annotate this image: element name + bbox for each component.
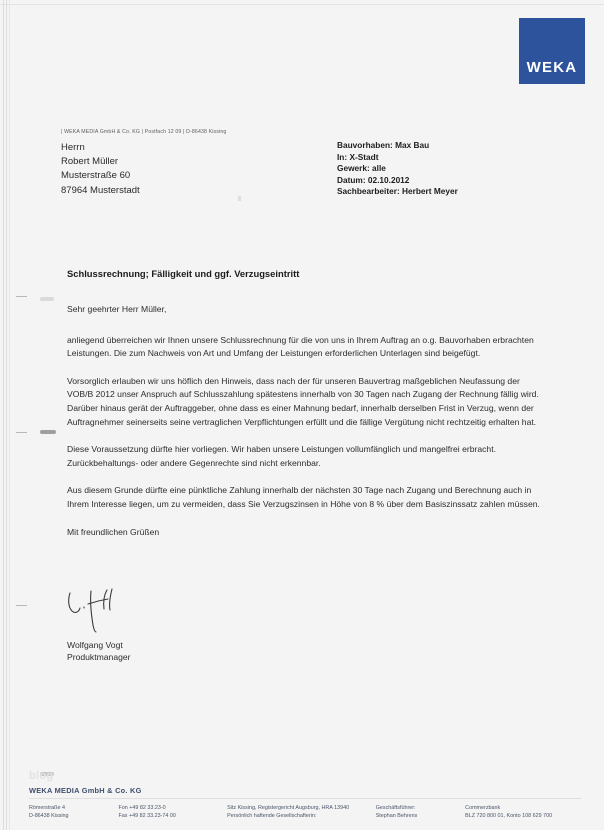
handwritten-signature <box>66 583 186 633</box>
letter-body <box>67 303 547 539</box>
margin-smudge-top <box>40 297 54 301</box>
footer-company-name: WEKA MEDIA GmbH & Co. KG <box>29 786 142 795</box>
scan-artifact-speck <box>238 196 241 201</box>
footer-columns <box>29 804 585 820</box>
body-salutation: Sehr geehrter Herr Müller, <box>67 304 167 314</box>
body-paragraph-2: Vorsorglich erlauben wir uns höflich den Hinweis, dass nach der für unseren Bauvertrag maßgeblichen Neufassung der VOB/B 2012 unser Anspruch auf Schlusszahlung spätestens innerhalb von 30 Tagen nach Zugang der Rechnung fällig wird. Darüber hinaus gerät der Auftraggeber, ohne dass es einer Mahnung bedarf, innerhalb derselben Frist in Verzug, wenn der Auftragnehmer seinerseits seine vertraglichen Verpflichtungen erfüllt und die fällige Vergütung nicht rechtzeitig erhalten hat. <box>67 375 539 427</box>
subject-line: Schlussrechnung; Fälligkeit und ggf. Verzugseintritt <box>67 268 300 279</box>
address-line-name: Robert Müller <box>61 156 119 168</box>
address-line-salutation: Herrn <box>61 142 85 153</box>
address-line-city: 87964 Musterstadt <box>61 184 140 196</box>
recipient-address-block <box>61 141 140 198</box>
blog-watermark: blog <box>29 770 54 782</box>
scan-top-edge <box>0 4 604 5</box>
footer-registry-court: Sitz Kissing, Registergericht Augsburg, HRA 13940 <box>227 805 350 811</box>
footer-management-label: Geschäftsführer: <box>375 805 416 811</box>
scan-left-edge-1 <box>3 0 4 830</box>
signatory-title: Produktmanager <box>67 652 131 663</box>
body-closing: Mit freundlichen Grüßen <box>67 526 160 537</box>
reference-sachbearbeiter: Sachbearbeiter: Herbert Meyer <box>337 186 458 197</box>
footer-divider <box>29 798 581 799</box>
reference-bauvorhaben: Bauvorhaben: Max Bau <box>337 140 430 150</box>
footer-fax: Fax +49 82 33.23-74 00 <box>118 813 176 819</box>
footer-bank-account: BLZ 720 800 01, Konto 108 629 700 <box>465 813 553 819</box>
footer-address-street: Römerstraße 4 <box>29 805 65 811</box>
sender-return-line: | WEKA MEDIA GmbH & Co. KG | Postfach 12 09 | D-86438 Kissing <box>61 129 227 135</box>
reference-ort: In: X-Stadt <box>337 151 379 162</box>
footer-address-city: D-86438 Kissing <box>29 813 69 819</box>
scan-left-edge-2 <box>6 0 7 830</box>
body-paragraph-1: anliegend überreichen wir Ihnen unsere Schlussrechnung für die von uns in Ihrem Auftrag an o.g. Bauvorhaben erbrachten Leistungen. Die zum Nachweis von Art und Umfang der Leistungen erforderlichen Unterlagen sind beigefügt. <box>67 334 534 359</box>
reference-datum: Datum: 02.10.2012 <box>337 174 410 185</box>
footer-bank-name: Commerzbank <box>465 805 501 811</box>
footer-registry-column <box>227 804 376 820</box>
scan-left-edge-3 <box>9 0 10 830</box>
margin-smudge-middle <box>40 430 56 434</box>
footer-management-column <box>376 804 465 820</box>
address-line-street: Musterstraße 60 <box>61 170 131 182</box>
footer-contact-column <box>118 804 227 820</box>
reference-gewerk: Gewerk: alle <box>337 163 386 174</box>
signature-name-block <box>67 639 131 664</box>
signatory-name: Wolfgang Vogt <box>67 640 123 650</box>
footer-management-name: Stephan Behrens <box>375 813 418 819</box>
footer-bank-column <box>465 804 585 820</box>
fold-mark-middle <box>16 432 27 433</box>
footer-liable-partner: Persönlich haftende Gesellschafterin: <box>227 813 317 819</box>
fold-mark-bottom <box>16 605 27 606</box>
reference-block <box>337 140 458 198</box>
body-paragraph-3: Diese Voraussetzung dürfte hier vorliegen. Wir haben unsere Leistungen vollumfänglich und mangelfrei erbracht. Zurückbehaltungs- oder andere Gegenrechte sind nicht erkennbar. <box>67 444 496 468</box>
weka-logo-text: WEKA <box>526 59 578 76</box>
fold-mark-top <box>16 296 27 297</box>
weka-logo <box>519 18 585 84</box>
footer-address-column <box>29 804 118 820</box>
body-paragraph-4: Aus diesem Grunde dürfte eine pünktliche Zahlung innerhalb der nächsten 30 Tage nach Zugang und Berechnung auch in Ihrem Interesse liegen, um zu vermeiden, dass Sie Verzugszinsen in Höhe von 8 % über dem Basiszinssatz zahlen müssen. <box>67 485 540 509</box>
footer-phone: Fon +49 82 33.23-0 <box>118 805 166 811</box>
